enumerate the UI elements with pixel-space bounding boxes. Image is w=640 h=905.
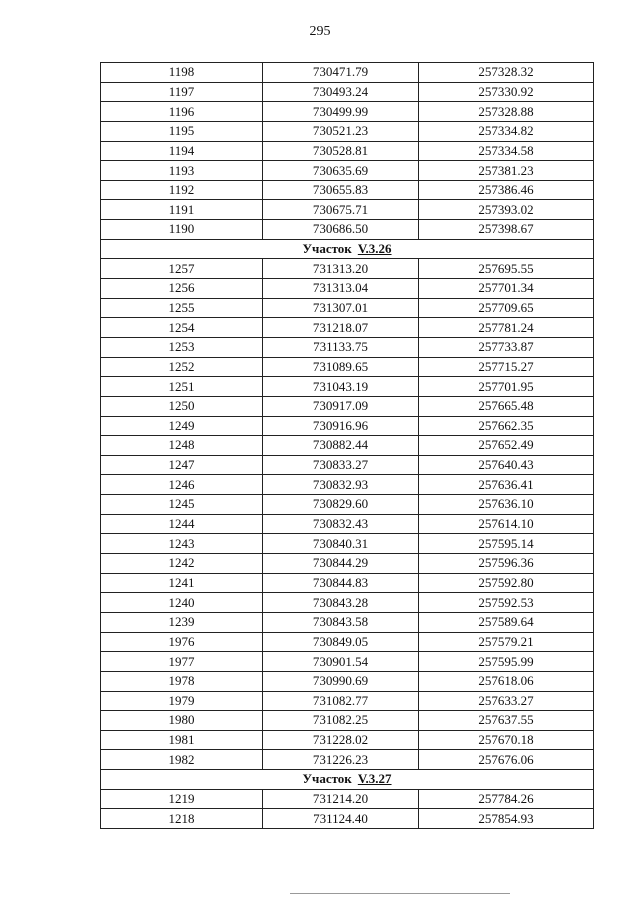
y-coordinate-cell: 257328.88 — [419, 102, 594, 122]
coordinates-table — [100, 62, 594, 829]
table-row — [101, 514, 594, 534]
point-number-cell: 1244 — [101, 514, 263, 534]
point-number-cell: 1190 — [101, 220, 263, 240]
table-row — [101, 455, 594, 475]
y-coordinate-cell: 257701.34 — [419, 279, 594, 299]
table-row — [101, 809, 594, 829]
x-coordinate-cell: 730901.54 — [263, 652, 419, 672]
table-row — [101, 652, 594, 672]
x-coordinate-cell: 730840.31 — [263, 534, 419, 554]
point-number-cell: 1196 — [101, 102, 263, 122]
point-number-cell: 1252 — [101, 357, 263, 377]
point-number-cell: 1195 — [101, 121, 263, 141]
y-coordinate-cell: 257670.18 — [419, 730, 594, 750]
y-coordinate-cell: 257676.06 — [419, 750, 594, 770]
x-coordinate-cell: 731214.20 — [263, 789, 419, 809]
x-coordinate-cell: 730833.27 — [263, 455, 419, 475]
table-row — [101, 396, 594, 416]
point-number-cell: 1254 — [101, 318, 263, 338]
y-coordinate-cell: 257595.99 — [419, 652, 594, 672]
table-row — [101, 259, 594, 279]
table-row — [101, 495, 594, 515]
y-coordinate-cell: 257636.41 — [419, 475, 594, 495]
point-number-cell: 1243 — [101, 534, 263, 554]
point-number-cell: 1257 — [101, 259, 263, 279]
table-row — [101, 789, 594, 809]
x-coordinate-cell: 731133.75 — [263, 337, 419, 357]
y-coordinate-cell: 257614.10 — [419, 514, 594, 534]
y-coordinate-cell: 257781.24 — [419, 318, 594, 338]
y-coordinate-cell: 257633.27 — [419, 691, 594, 711]
table-row — [101, 436, 594, 456]
y-coordinate-cell: 257636.10 — [419, 495, 594, 515]
point-number-cell: 1978 — [101, 671, 263, 691]
table-row — [101, 416, 594, 436]
y-coordinate-cell: 257334.82 — [419, 121, 594, 141]
y-coordinate-cell: 257709.65 — [419, 298, 594, 318]
point-number-cell: 1245 — [101, 495, 263, 515]
y-coordinate-cell: 257579.21 — [419, 632, 594, 652]
point-number-cell: 1980 — [101, 711, 263, 731]
y-coordinate-cell: 257592.53 — [419, 593, 594, 613]
x-coordinate-cell: 730655.83 — [263, 180, 419, 200]
x-coordinate-cell: 730499.99 — [263, 102, 419, 122]
table-row — [101, 279, 594, 299]
x-coordinate-cell: 730832.93 — [263, 475, 419, 495]
x-coordinate-cell: 731313.04 — [263, 279, 419, 299]
table-row — [101, 82, 594, 102]
y-coordinate-cell: 257784.26 — [419, 789, 594, 809]
point-number-cell: 1219 — [101, 789, 263, 809]
section-code: V.3.27 — [357, 771, 392, 787]
y-coordinate-cell: 257701.95 — [419, 377, 594, 397]
point-number-cell: 1251 — [101, 377, 263, 397]
x-coordinate-cell: 730849.05 — [263, 632, 419, 652]
point-number-cell: 1250 — [101, 396, 263, 416]
x-coordinate-cell: 731218.07 — [263, 318, 419, 338]
table-row — [101, 161, 594, 181]
table-row — [101, 612, 594, 632]
x-coordinate-cell: 730916.96 — [263, 416, 419, 436]
x-coordinate-cell: 731226.23 — [263, 750, 419, 770]
footer-divider — [290, 893, 510, 894]
point-number-cell: 1255 — [101, 298, 263, 318]
y-coordinate-cell: 257393.02 — [419, 200, 594, 220]
x-coordinate-cell: 730635.69 — [263, 161, 419, 181]
x-coordinate-cell: 731228.02 — [263, 730, 419, 750]
x-coordinate-cell: 731082.77 — [263, 691, 419, 711]
point-number-cell: 1239 — [101, 612, 263, 632]
table-row — [101, 534, 594, 554]
point-number-cell: 1253 — [101, 337, 263, 357]
y-coordinate-cell: 257589.64 — [419, 612, 594, 632]
point-number-cell: 1193 — [101, 161, 263, 181]
y-coordinate-cell: 257330.92 — [419, 82, 594, 102]
point-number-cell: 1198 — [101, 63, 263, 83]
table-row — [101, 671, 594, 691]
point-number-cell: 1979 — [101, 691, 263, 711]
y-coordinate-cell: 257662.35 — [419, 416, 594, 436]
point-number-cell: 1197 — [101, 82, 263, 102]
table-row — [101, 377, 594, 397]
point-number-cell: 1192 — [101, 180, 263, 200]
point-number-cell: 1256 — [101, 279, 263, 299]
point-number-cell: 1976 — [101, 632, 263, 652]
y-coordinate-cell: 257386.46 — [419, 180, 594, 200]
y-coordinate-cell: 257381.23 — [419, 161, 594, 181]
point-number-cell: 1977 — [101, 652, 263, 672]
y-coordinate-cell: 257665.48 — [419, 396, 594, 416]
y-coordinate-cell: 257733.87 — [419, 337, 594, 357]
point-number-cell: 1981 — [101, 730, 263, 750]
point-number-cell: 1982 — [101, 750, 263, 770]
section-code: V.3.26 — [357, 241, 392, 257]
y-coordinate-cell: 257328.32 — [419, 63, 594, 83]
x-coordinate-cell: 730493.24 — [263, 82, 419, 102]
x-coordinate-cell: 730917.09 — [263, 396, 419, 416]
table-row — [101, 593, 594, 613]
y-coordinate-cell: 257854.93 — [419, 809, 594, 829]
section-header-row — [101, 239, 594, 259]
x-coordinate-cell: 730686.50 — [263, 220, 419, 240]
point-number-cell: 1242 — [101, 554, 263, 574]
point-number-cell: 1249 — [101, 416, 263, 436]
x-coordinate-cell: 730844.29 — [263, 554, 419, 574]
y-coordinate-cell: 257637.55 — [419, 711, 594, 731]
section-header-row — [101, 770, 594, 790]
table-row — [101, 298, 594, 318]
table-row — [101, 750, 594, 770]
x-coordinate-cell: 730829.60 — [263, 495, 419, 515]
x-coordinate-cell: 730843.28 — [263, 593, 419, 613]
x-coordinate-cell: 730843.58 — [263, 612, 419, 632]
table-row — [101, 554, 594, 574]
table-row — [101, 632, 594, 652]
x-coordinate-cell: 730844.83 — [263, 573, 419, 593]
y-coordinate-cell: 257715.27 — [419, 357, 594, 377]
table-row — [101, 200, 594, 220]
point-number-cell: 1241 — [101, 573, 263, 593]
table-row — [101, 220, 594, 240]
x-coordinate-cell: 730528.81 — [263, 141, 419, 161]
table-row — [101, 63, 594, 83]
y-coordinate-cell: 257618.06 — [419, 671, 594, 691]
y-coordinate-cell: 257596.36 — [419, 554, 594, 574]
coordinates-table-body — [101, 63, 594, 829]
point-number-cell: 1218 — [101, 809, 263, 829]
y-coordinate-cell: 257334.58 — [419, 141, 594, 161]
section-label: Участок — [302, 771, 352, 787]
x-coordinate-cell: 731082.25 — [263, 711, 419, 731]
y-coordinate-cell: 257695.55 — [419, 259, 594, 279]
y-coordinate-cell: 257592.80 — [419, 573, 594, 593]
table-row — [101, 102, 594, 122]
table-row — [101, 180, 594, 200]
point-number-cell: 1246 — [101, 475, 263, 495]
y-coordinate-cell: 257398.67 — [419, 220, 594, 240]
x-coordinate-cell: 730832.43 — [263, 514, 419, 534]
x-coordinate-cell: 731307.01 — [263, 298, 419, 318]
x-coordinate-cell: 731124.40 — [263, 809, 419, 829]
y-coordinate-cell: 257640.43 — [419, 455, 594, 475]
table-row — [101, 691, 594, 711]
table-row — [101, 475, 594, 495]
section-title — [101, 239, 594, 259]
x-coordinate-cell: 731089.65 — [263, 357, 419, 377]
y-coordinate-cell: 257652.49 — [419, 436, 594, 456]
x-coordinate-cell: 731043.19 — [263, 377, 419, 397]
table-row — [101, 318, 594, 338]
point-number-cell: 1194 — [101, 141, 263, 161]
point-number-cell: 1248 — [101, 436, 263, 456]
section-title — [101, 770, 594, 790]
table-row — [101, 573, 594, 593]
table-row — [101, 337, 594, 357]
table-row — [101, 121, 594, 141]
x-coordinate-cell: 730675.71 — [263, 200, 419, 220]
section-label: Участок — [302, 241, 352, 257]
x-coordinate-cell: 730521.23 — [263, 121, 419, 141]
table-row — [101, 730, 594, 750]
y-coordinate-cell: 257595.14 — [419, 534, 594, 554]
x-coordinate-cell: 730882.44 — [263, 436, 419, 456]
table-row — [101, 357, 594, 377]
x-coordinate-cell: 730471.79 — [263, 63, 419, 83]
point-number-cell: 1191 — [101, 200, 263, 220]
point-number-cell: 1240 — [101, 593, 263, 613]
x-coordinate-cell: 731313.20 — [263, 259, 419, 279]
table-row — [101, 141, 594, 161]
x-coordinate-cell: 730990.69 — [263, 671, 419, 691]
table-row — [101, 711, 594, 731]
page-number: 295 — [309, 24, 331, 39]
point-number-cell: 1247 — [101, 455, 263, 475]
